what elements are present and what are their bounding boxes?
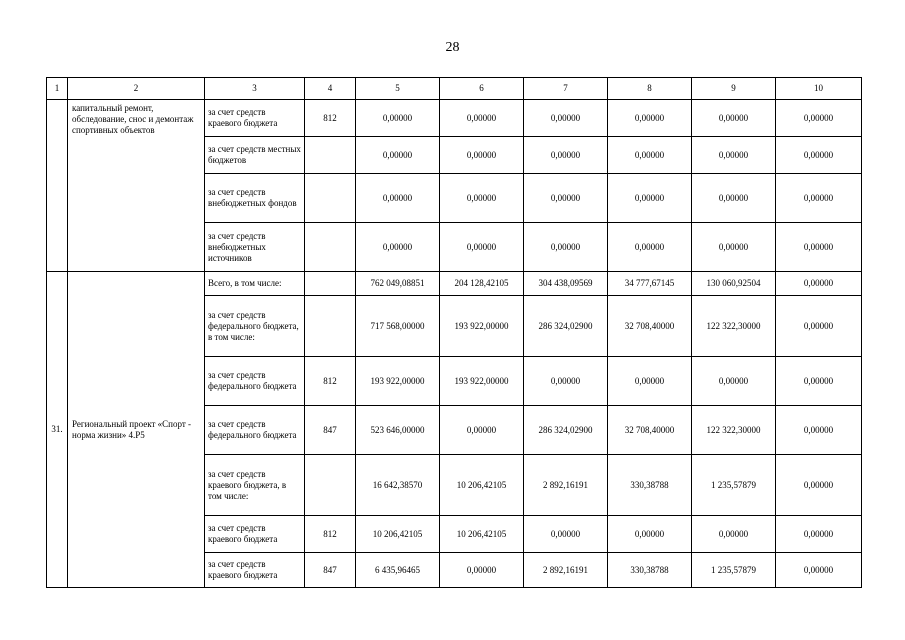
code-cell	[305, 455, 356, 516]
value-cell: 1 235,57879	[692, 455, 776, 516]
value-cell: 0,00000	[356, 100, 440, 137]
code-cell	[305, 174, 356, 223]
value-cell: 304 438,09569	[524, 272, 608, 296]
value-cell: 0,00000	[776, 357, 862, 406]
value-cell: 0,00000	[440, 406, 524, 455]
funding-source: за счет средств федерального бюджета, в том числе:	[205, 296, 305, 357]
value-cell: 0,00000	[692, 223, 776, 272]
row-number	[47, 100, 68, 272]
page-number: 28	[445, 40, 460, 55]
value-cell: 122 322,30000	[692, 296, 776, 357]
value-cell: 0,00000	[356, 223, 440, 272]
value-cell: 0,00000	[776, 223, 862, 272]
value-cell: 0,00000	[524, 516, 608, 553]
value-cell: 0,00000	[356, 137, 440, 174]
value-cell: 0,00000	[440, 553, 524, 588]
value-cell: 32 708,40000	[608, 296, 692, 357]
value-cell: 762 049,08851	[356, 272, 440, 296]
value-cell: 0,00000	[692, 516, 776, 553]
table-row	[47, 272, 862, 296]
value-cell: 717 568,00000	[356, 296, 440, 357]
value-cell: 0,00000	[524, 357, 608, 406]
value-cell: 0,00000	[608, 357, 692, 406]
row-name: Региональный проект «Спорт - норма жизни» 4.Р5	[68, 272, 205, 588]
header-cell: 4	[305, 78, 356, 100]
funding-source: за счет средств федерального бюджета	[205, 357, 305, 406]
value-cell: 0,00000	[776, 553, 862, 588]
code-cell: 812	[305, 100, 356, 137]
table-row	[47, 100, 862, 137]
funding-source: за счет средств внебюджетных фондов	[205, 174, 305, 223]
code-cell	[305, 272, 356, 296]
code-cell: 812	[305, 357, 356, 406]
value-cell: 130 060,92504	[692, 272, 776, 296]
value-cell: 0,00000	[776, 516, 862, 553]
value-cell: 0,00000	[440, 174, 524, 223]
header-cell: 5	[356, 78, 440, 100]
funding-source: за счет средств федерального бюджета	[205, 406, 305, 455]
value-cell: 6 435,96465	[356, 553, 440, 588]
header-cell: 10	[776, 78, 862, 100]
value-cell: 204 128,42105	[440, 272, 524, 296]
budget-table	[46, 77, 862, 588]
value-cell: 0,00000	[692, 100, 776, 137]
value-cell: 16 642,38570	[356, 455, 440, 516]
funding-source: за счет средств местных бюджетов	[205, 137, 305, 174]
funding-source: за счет средств краевого бюджета	[205, 516, 305, 553]
value-cell: 0,00000	[776, 406, 862, 455]
value-cell: 193 922,00000	[440, 357, 524, 406]
value-cell: 0,00000	[524, 223, 608, 272]
value-cell: 523 646,00000	[356, 406, 440, 455]
value-cell: 286 324,02900	[524, 296, 608, 357]
code-cell: 812	[305, 516, 356, 553]
value-cell: 0,00000	[692, 174, 776, 223]
value-cell: 32 708,40000	[608, 406, 692, 455]
value-cell: 193 922,00000	[356, 357, 440, 406]
value-cell: 330,38788	[608, 553, 692, 588]
value-cell: 2 892,16191	[524, 553, 608, 588]
value-cell: 0,00000	[776, 455, 862, 516]
funding-source: за счет средств внебюджетных источников	[205, 223, 305, 272]
value-cell: 0,00000	[776, 296, 862, 357]
value-cell: 1 235,57879	[692, 553, 776, 588]
funding-source: за счет средств краевого бюджета	[205, 100, 305, 137]
value-cell: 2 892,16191	[524, 455, 608, 516]
value-cell: 10 206,42105	[440, 516, 524, 553]
value-cell: 0,00000	[524, 100, 608, 137]
code-cell	[305, 223, 356, 272]
value-cell: 0,00000	[776, 100, 862, 137]
value-cell: 34 777,67145	[608, 272, 692, 296]
header-cell: 9	[692, 78, 776, 100]
value-cell: 0,00000	[608, 516, 692, 553]
value-cell: 0,00000	[524, 137, 608, 174]
header-cell: 3	[205, 78, 305, 100]
value-cell: 0,00000	[524, 174, 608, 223]
row-number: 31.	[47, 272, 68, 588]
row-name: капитальный ремонт, обследование, снос и демонтаж спортивных объектов	[68, 100, 205, 272]
value-cell: 0,00000	[608, 174, 692, 223]
value-cell: 0,00000	[776, 174, 862, 223]
value-cell: 122 322,30000	[692, 406, 776, 455]
code-cell: 847	[305, 406, 356, 455]
value-cell: 330,38788	[608, 455, 692, 516]
funding-source: Всего, в том числе:	[205, 272, 305, 296]
value-cell: 193 922,00000	[440, 296, 524, 357]
value-cell: 0,00000	[440, 137, 524, 174]
header-cell: 7	[524, 78, 608, 100]
value-cell: 0,00000	[692, 137, 776, 174]
header-row	[47, 78, 862, 100]
value-cell: 0,00000	[776, 272, 862, 296]
header-cell: 1	[47, 78, 68, 100]
value-cell: 0,00000	[776, 137, 862, 174]
value-cell: 10 206,42105	[356, 516, 440, 553]
value-cell: 0,00000	[692, 357, 776, 406]
value-cell: 0,00000	[608, 137, 692, 174]
value-cell: 0,00000	[440, 223, 524, 272]
header-cell: 6	[440, 78, 524, 100]
value-cell: 0,00000	[356, 174, 440, 223]
code-cell: 847	[305, 553, 356, 588]
funding-source: за счет средств краевого бюджета	[205, 553, 305, 588]
header-cell: 8	[608, 78, 692, 100]
value-cell: 0,00000	[440, 100, 524, 137]
header-cell: 2	[68, 78, 205, 100]
value-cell: 0,00000	[608, 100, 692, 137]
funding-source: за счет средств краевого бюджета, в том числе:	[205, 455, 305, 516]
value-cell: 10 206,42105	[440, 455, 524, 516]
value-cell: 0,00000	[608, 223, 692, 272]
code-cell	[305, 137, 356, 174]
code-cell	[305, 296, 356, 357]
value-cell: 286 324,02900	[524, 406, 608, 455]
